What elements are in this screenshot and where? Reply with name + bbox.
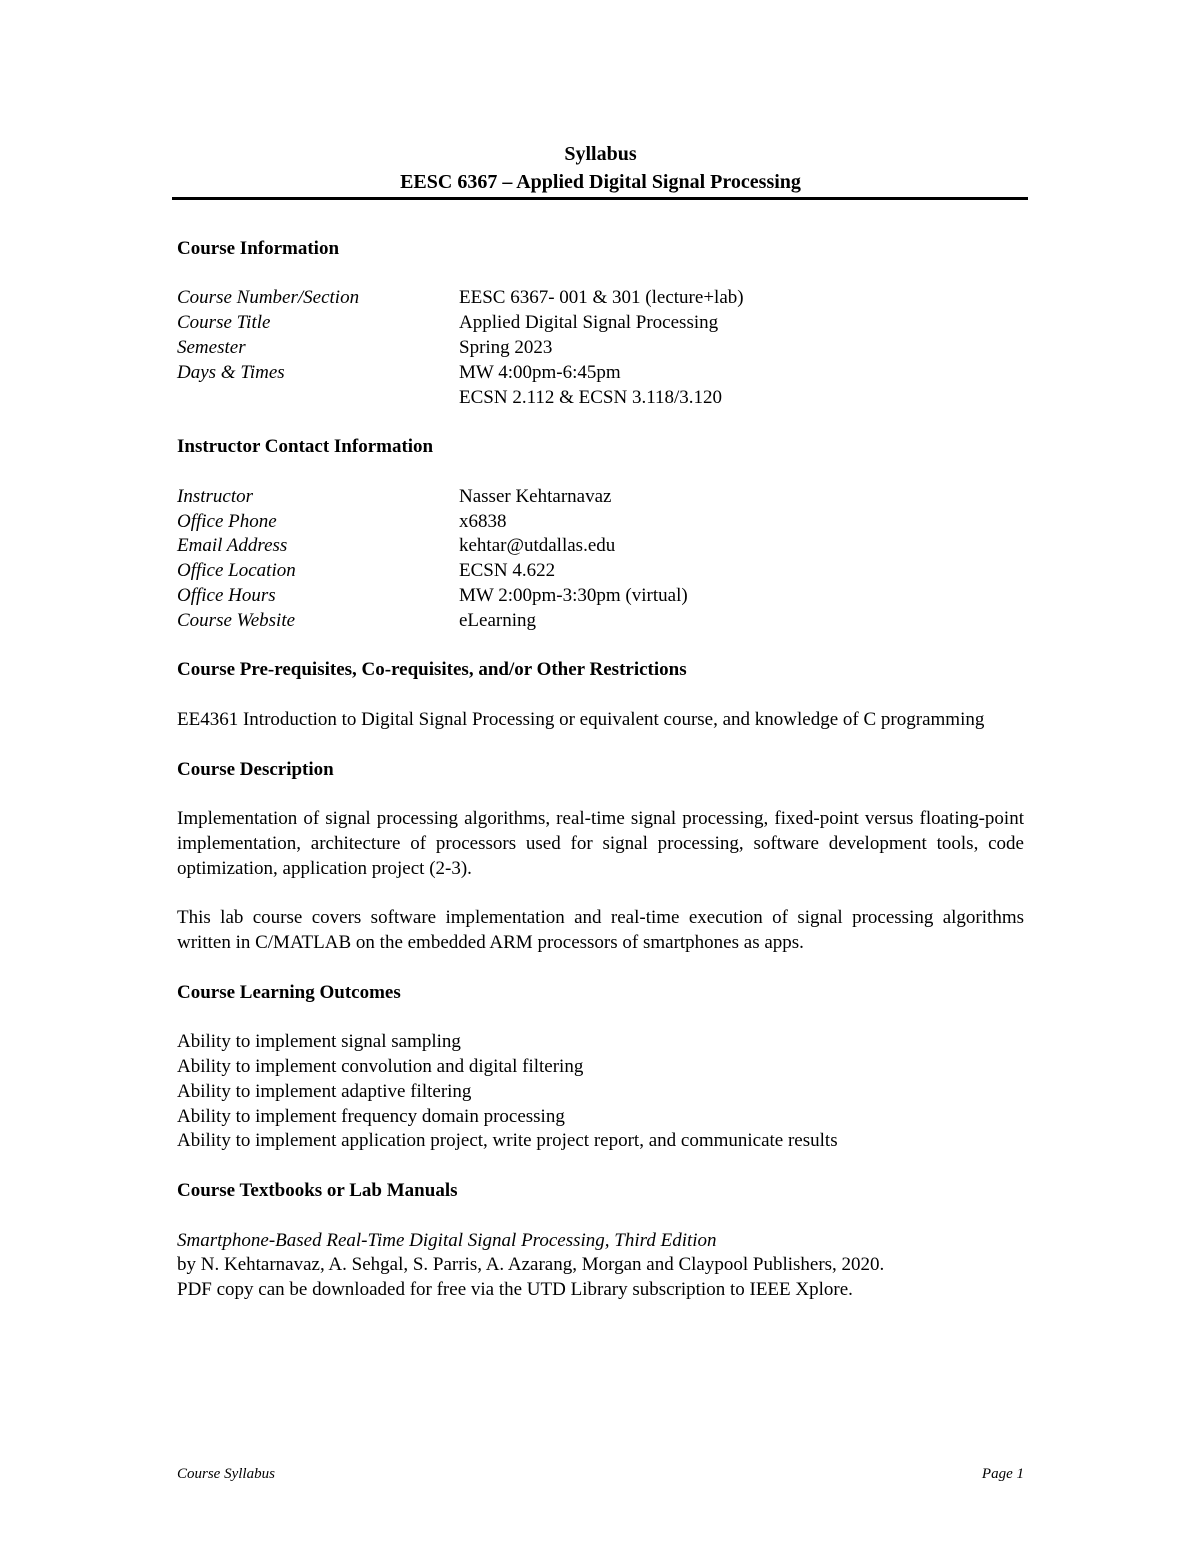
syllabus-page	[177, 140, 1024, 1303]
list-item: Ability to implement adaptive filtering	[177, 1080, 472, 1102]
course-info-value: EESC 6367- 001 & 301 (lecture+lab)	[459, 287, 744, 309]
list-item: Ability to implement convolution and digital filtering	[177, 1056, 584, 1078]
course-info-key: Course Title	[177, 312, 271, 334]
course-info-row	[177, 311, 1024, 336]
title-line-course: EESC 6367 – Applied Digital Signal Processing	[400, 171, 801, 193]
learning-outcomes-list	[177, 1030, 1024, 1154]
course-description-heading: Course Description	[177, 758, 334, 780]
instructor-email[interactable]: kehtar@utdallas.edu	[459, 535, 616, 557]
instructor-row	[177, 485, 1024, 510]
list-item: Ability to implement signal sampling	[177, 1031, 461, 1053]
learning-outcomes-heading: Course Learning Outcomes	[177, 981, 401, 1003]
course-description-paragraph: Implementation of signal processing algorithms, real-time signal processing, fixed-point versus floating-point implementation, architecture of processors used for signal processing, software development tools, code optimization, application project (2-3).	[177, 808, 1024, 879]
course-info-row	[177, 386, 1024, 411]
instructor-value: Nasser Kehtarnavaz	[459, 485, 612, 507]
course-info-value: MW 4:00pm-6:45pm	[459, 361, 621, 383]
course-information-heading: Course Information	[177, 237, 340, 259]
textbooks-heading: Course Textbooks or Lab Manuals	[177, 1180, 458, 1202]
page-number: Page 1	[981, 1466, 1024, 1482]
prerequisites-heading: Course Pre-requisites, Co-requisites, and/or Other Restrictions	[177, 659, 687, 681]
prerequisites-text: EE4361 Introduction to Digital Signal Processing or equivalent course, and knowledge of C programming	[177, 708, 985, 730]
instructor-key: Email Address	[177, 535, 288, 557]
instructor-contact-heading: Instructor Contact Information	[177, 436, 434, 458]
instructor-row	[177, 534, 1024, 559]
document-title	[177, 140, 1024, 196]
course-info-value: ECSN 2.112 & ECSN 3.118/3.120	[459, 386, 723, 408]
instructor-contact-table	[177, 485, 1024, 634]
textbook-authors: by N. Kehtarnavaz, A. Sehgal, S. Parris, A. Azarang, Morgan and Claypool Publishers, 2020.	[177, 1254, 885, 1276]
instructor-key: Office Location	[177, 560, 296, 582]
course-info-key	[177, 386, 459, 411]
course-info-row	[177, 286, 1024, 311]
list-item: Ability to implement frequency domain processing	[177, 1105, 565, 1127]
course-info-key: Days & Times	[177, 361, 285, 383]
instructor-key: Instructor	[177, 485, 253, 507]
instructor-row	[177, 510, 1024, 535]
instructor-value: x6838	[459, 510, 507, 532]
instructor-key: Office Hours	[177, 584, 276, 606]
course-info-row	[177, 361, 1024, 386]
course-info-key: Semester	[177, 336, 246, 358]
instructor-key: Course Website	[177, 609, 296, 631]
instructor-row	[177, 559, 1024, 584]
instructor-key: Office Phone	[177, 510, 277, 532]
textbook-title: Smartphone-Based Real-Time Digital Signal Processing, Third Edition	[177, 1229, 717, 1251]
title-line-syllabus: Syllabus	[564, 143, 637, 165]
course-info-key: Course Number/Section	[177, 287, 360, 309]
course-information-table	[177, 286, 1024, 410]
course-info-row	[177, 336, 1024, 361]
instructor-value: eLearning	[459, 609, 537, 631]
instructor-value: MW 2:00pm-3:30pm (virtual)	[459, 584, 688, 606]
instructor-row	[177, 584, 1024, 609]
instructor-row	[177, 609, 1024, 634]
course-info-value: Applied Digital Signal Processing	[459, 312, 719, 334]
course-info-value: Spring 2023	[459, 336, 553, 358]
page-footer	[177, 1462, 1024, 1487]
footer-left-label: Course Syllabus	[177, 1466, 275, 1482]
textbook-note: PDF copy can be downloaded for free via the UTD Library subscription to IEEE Xplore.	[177, 1279, 853, 1301]
instructor-value: ECSN 4.622	[459, 560, 556, 582]
course-description-paragraph: This lab course covers software implementation and real-time execution of signal processing algorithms written in C/MATLAB on the embedded ARM processors of smartphones as apps.	[177, 907, 1024, 954]
list-item: Ability to implement application project, write project report, and communicate results	[177, 1130, 838, 1152]
